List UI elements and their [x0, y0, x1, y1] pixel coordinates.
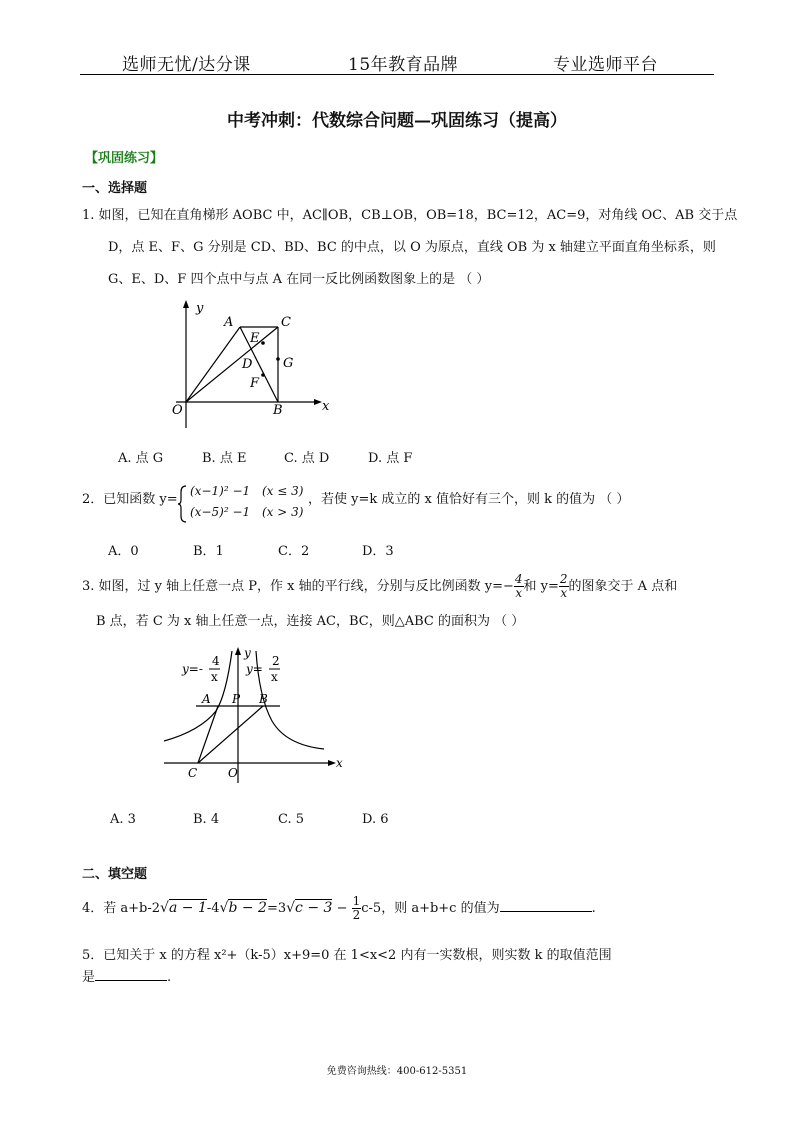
page-title: 中考冲刺：代数综合问题—巩固练习（提高）: [227, 111, 567, 131]
q3-frac1-den: x: [515, 586, 523, 600]
q1-option-b[interactable]: B. 点 E: [202, 451, 247, 466]
q4-line: [82, 895, 596, 922]
q3-frac1-num: 4: [514, 572, 523, 586]
q2-option-d[interactable]: D．3: [362, 544, 394, 559]
q3-line2: B 点，若 C 为 x 轴上任意一点，连接 AC，BC，则△ABC 的面积为 （ ）: [96, 614, 525, 629]
q5-line2-b: .: [167, 970, 172, 985]
q3-line1: [82, 573, 677, 600]
q3-label-y: y: [244, 646, 251, 660]
header-center: 15年教育品牌: [348, 55, 459, 75]
q3-label-C: C: [188, 766, 198, 780]
q4-part-b: -4: [206, 901, 220, 916]
q4-frac-num: 1: [352, 894, 361, 908]
q3-frac1: [514, 573, 524, 600]
q5-line2-a: 是: [82, 970, 96, 985]
header-rule: [80, 74, 714, 75]
q3-eq2-label: y=: [246, 662, 263, 676]
q1-line2: D，点 E、F、G 分别是 CD、BD、BC 的中点，以 O 为原点，直线 OB 为 x 轴建立平面直角坐标系，则: [108, 240, 716, 255]
q1-label-E: E: [250, 331, 260, 346]
q3-frac2-den: x: [560, 586, 568, 600]
q4-radicand3: c − 3: [295, 900, 333, 916]
q3-label-B: B: [259, 692, 268, 706]
q3-figure: [160, 645, 360, 785]
q2-cond1: (x ≤ 3): [262, 484, 304, 498]
q4-part-f: .: [591, 901, 596, 916]
q2-option-c[interactable]: C．2: [278, 544, 310, 559]
q1-label-O: O: [172, 403, 183, 418]
q4-radicand2: b − 2: [228, 900, 267, 916]
q1-label-D: D: [242, 357, 253, 372]
q2-prefix: 2．已知函数 y=: [82, 492, 178, 507]
q1-option-c[interactable]: C. 点 D: [284, 451, 330, 466]
q4-answer-blank[interactable]: [500, 899, 592, 912]
q3-option-b[interactable]: B. 4: [193, 812, 220, 827]
q1-point-E: [261, 341, 265, 345]
sqrt-icon: √: [286, 900, 296, 916]
q3-option-d[interactable]: D. 6: [362, 812, 389, 827]
q1-point-G: [276, 357, 280, 361]
q4-part-c: =3: [266, 901, 287, 916]
header-right: 专业选师平台: [553, 55, 658, 75]
section-choice-heading: 一、选择题: [82, 181, 148, 196]
q3-option-c[interactable]: C. 5: [278, 812, 305, 827]
q1-y-arrow: [183, 300, 189, 308]
q3-eq1-num: 4: [212, 654, 220, 668]
q3-y-arrow: [235, 647, 241, 655]
q1-label-x: x: [322, 399, 330, 414]
q4-frac-den: 2: [352, 908, 361, 922]
sqrt-icon: √: [160, 900, 169, 916]
q2-piece1: (x−1)² −1: [190, 484, 251, 498]
footer-hotline: 免费咨询热线：400-612-5351: [326, 1066, 468, 1077]
q3-eq1-den: x: [211, 670, 218, 684]
q5-answer-blank[interactable]: [95, 968, 167, 981]
q3-label-O: O: [228, 766, 238, 780]
q4-frac: [352, 895, 362, 922]
q3-label-P: P: [232, 692, 241, 706]
q3-line1-b: 和 y=: [523, 579, 559, 594]
q1-label-y: y: [196, 301, 204, 316]
q1-line3: G、E、D、F 四个点中与点 A 在同一反比例函数图象上的是 （ ）: [108, 272, 490, 287]
q3-eq2-num: 2: [272, 654, 280, 668]
q3-eq1-label: y=-: [182, 662, 203, 676]
q1-figure: [168, 296, 338, 436]
q1-label-B: B: [273, 403, 283, 418]
q4-part-a: 4．若 a+b-2: [82, 901, 161, 916]
q3-frac2-num: 2: [559, 572, 568, 586]
q3-eq2-den: x: [271, 670, 278, 684]
q3-label-A: A: [202, 692, 211, 706]
q4-part-e: c-5，则 a+b+c 的值为: [361, 901, 500, 916]
q2-piece2: (x−5)² −1: [190, 505, 251, 519]
q3-line1-c: 的图象交于 A 点和: [568, 579, 678, 594]
q3-x-arrow: [328, 760, 336, 766]
section-fill-heading: 二、填空题: [82, 867, 148, 882]
sqrt-icon: √: [219, 900, 229, 916]
q3-line1-a: 3. 如图，过 y 轴上任意一点 P，作 x 轴的平行线，分别与反比例函数 y=−: [82, 579, 514, 594]
q5-line1: 5．已知关于 x 的方程 x²+（k-5）x+9=0 在 1<x<2 内有一实数根，则实数 k 的取值范围: [82, 948, 612, 963]
q1-label-G: G: [283, 356, 294, 371]
q1-x-arrow: [314, 399, 322, 405]
q1-option-d[interactable]: D. 点 F: [368, 451, 413, 466]
q2-suffix: ，若使 y=k 成立的 x 值恰好有三个，则 k 的值为 （ ）: [308, 492, 630, 507]
header-left: 选师无忧/达分课: [122, 55, 251, 75]
q1-label-A: A: [224, 315, 234, 330]
q2-option-a[interactable]: A．0: [108, 544, 139, 559]
q1-label-C: C: [281, 315, 291, 330]
q1-option-a[interactable]: A. 点 G: [118, 451, 164, 466]
q1-line1: 1. 如图，已知在直角梯形 AOBC 中，AC∥OB，CB⊥OB，OB=18，BC=12，AC=9，对角线 OC、AB 交于点: [82, 208, 738, 223]
section-tag: 【巩固练习】: [85, 151, 164, 166]
q4-radicand1: a − 1: [168, 900, 207, 916]
q3-option-a[interactable]: A. 3: [110, 812, 136, 827]
q2-brace: [176, 484, 188, 524]
q5-line2: [82, 968, 171, 988]
q2-cond2: (x > 3): [262, 505, 304, 519]
q4-part-d: −: [332, 901, 352, 916]
q3-frac2: [559, 573, 569, 600]
q1-label-F: F: [250, 376, 260, 391]
q3-label-x: x: [336, 756, 343, 770]
q2-option-b[interactable]: B．1: [193, 544, 224, 559]
q1-point-F: [261, 373, 265, 377]
